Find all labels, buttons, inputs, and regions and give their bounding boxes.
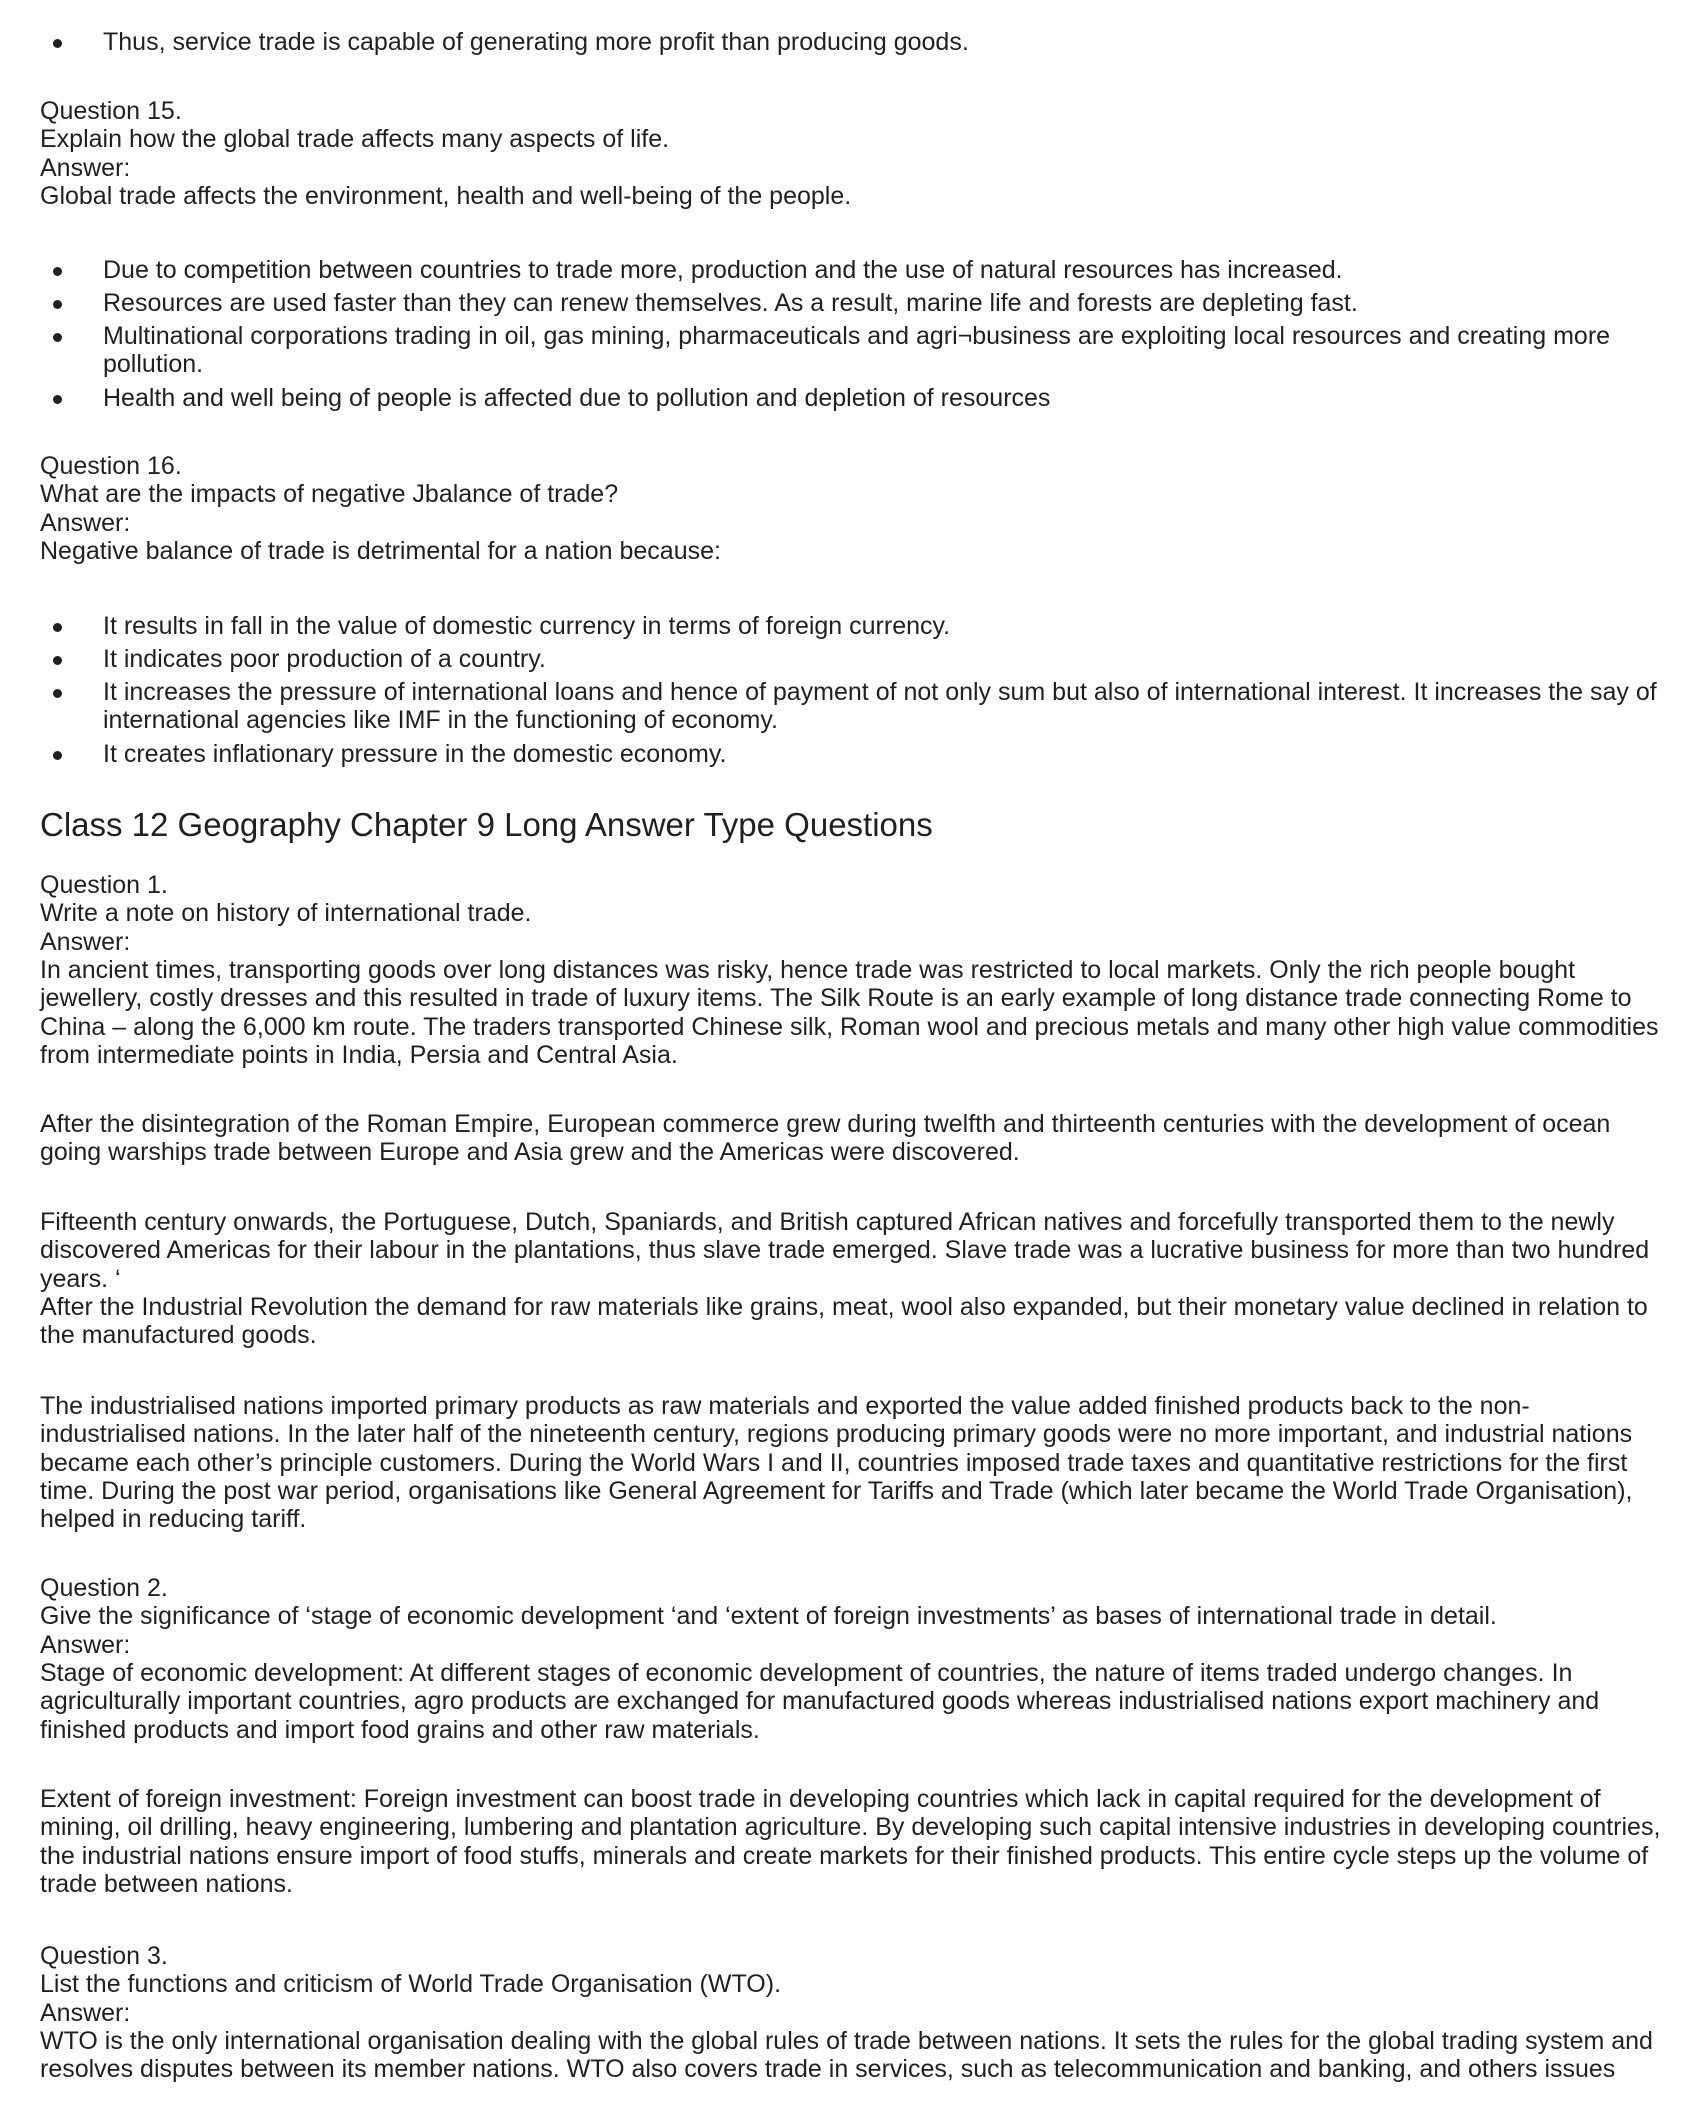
list-item: Due to competition between countries to trade more, production and the use of natural resources has increased. [40,256,1670,284]
bullet-icon [53,39,62,48]
bullet-icon [53,623,62,632]
answer-paragraph: After the Industrial Revolution the demand for raw materials like grains, meat, wool also expanded, but their monetary value declined in relation to the manufactured goods. [40,1293,1648,1350]
long-question-3-block [40,1942,1670,2027]
answer-paragraph: Fifteenth century onwards, the Portuguese, Dutch, Spaniards, and British captured African natives and forcefully transported them to the newly discovered Americas for their labour in the plantations, thus slave trade emerged. Slave trade was a lucrative business for more than two hundred years. ‘ [40,1208,1650,1293]
answer-intro: Negative balance of trade is detrimental for a nation because: [40,536,721,565]
bullet-icon [53,689,62,698]
list-item: Multinational corporations trading in oil, gas mining, pharmaceuticals and agri¬business are exploiting local resources and creating more pollution. [40,322,1670,379]
answer-label: Answer: [40,153,131,182]
answer-paragraph: After the disintegration of the Roman Empire, European commerce grew during twelfth and thirteenth centuries with the development of ocean going warships trade between Europe and Asia grew and the Americas were discovered. [40,1110,1611,1167]
bullet-icon [53,395,62,404]
list-item: It creates inflationary pressure in the domestic economy. [40,740,1670,768]
list-item: It indicates poor production of a country. [40,645,1670,673]
question-number: Question 16. [40,452,182,480]
long-question-2-block [40,1574,1670,1659]
answer-paragraph: WTO is the only international organisation dealing with the global rules of trade between nations. It sets the rules for the global trading system and resolves disputes between its member nations. WTO also covers trade in services, such as telecommunication and banking, and others issues [40,2027,1653,2084]
bullet-icon [53,751,62,760]
question-prompt: Explain how the global trade affects many aspects of life. [40,125,670,154]
question-15-bullets [40,256,1670,417]
question-number: Question 2. [40,1574,168,1602]
question-number: Question 1. [40,871,168,899]
bullet-icon [53,333,62,342]
section-heading: Class 12 Geography Chapter 9 Long Answer Type Questions [40,806,933,843]
answer-paragraph: Stage of economic development: At different stages of economic development of countries, the nature of items traded undergo changes. In agriculturally important countries, agro products are exchanged for manufactured goods whereas industrialised nations export machinery and finished products and import food grains and other raw materials. [40,1659,1600,1744]
answer-label: Answer: [40,1998,131,2027]
question-prompt: List the functions and criticism of World Trade Organisation (WTO). [40,1970,782,1999]
question-15-block [40,97,1670,210]
question-number: Question 3. [40,1942,168,1970]
list-item: It increases the pressure of international loans and hence of payment of not only sum but also of international interest. It increases the say of international agencies like IMF in the functioning of economy. [40,678,1670,735]
list-item: It results in fall in the value of domestic currency in terms of foreign currency. [40,612,1670,640]
question-prompt: Write a note on history of international trade. [40,899,532,928]
answer-paragraph: In ancient times, transporting goods over long distances was risky, hence trade was restricted to local markets. Only the rich people bought jewellery, costly dresses and this resulted in trade of luxury items. The Silk Route is an early example of long distance trade connecting Rome to China – along the 6,000 km route. The traders transported Chinese silk, Roman wool and precious metals and many other high value commodities from intermediate points in India, Persia and Central Asia. [40,956,1659,1069]
answer-label: Answer: [40,1630,131,1659]
question-prompt: What are the impacts of negative Jbalance of trade? [40,480,619,509]
answer-label: Answer: [40,927,131,956]
bullet-icon [53,656,62,665]
list-item: Thus, service trade is capable of generating more profit than producing goods. [40,28,1670,56]
long-question-1-block [40,871,1670,956]
list-item: Resources are used faster than they can renew themselves. As a result, marine life and forests are depleting fast. [40,289,1670,317]
answer-intro: Global trade affects the environment, health and well-being of the people. [40,181,852,210]
list-item: Health and well being of people is affected due to pollution and depletion of resources [40,384,1670,412]
question-number: Question 15. [40,97,182,125]
top-bullet-list [40,28,1670,61]
answer-label: Answer: [40,508,131,537]
question-16-bullets [40,612,1670,773]
question-prompt: Give the significance of ‘stage of economic development ‘and ‘extent of foreign investments’ as bases of international trade in detail. [40,1602,1497,1631]
answer-paragraph: The industrialised nations imported primary products as raw materials and exported the value added finished products back to the non-industrialised nations. In the later half of the nineteenth century, regions producing primary goods were no more important, and industrial nations became each other’s principle customers. During the World Wars I and II, countries imposed trade taxes and quantitative restrictions for the first time. During the post war period, organisations like General Agreement for Tariffs and Trade (which later became the World Trade Organisation), helped in reducing tariff. [40,1392,1633,1534]
bullet-icon [53,267,62,276]
question-16-block [40,452,1670,565]
bullet-icon [53,300,62,309]
answer-paragraph: Extent of foreign investment: Foreign investment can boost trade in developing countries which lack in capital required for the development of mining, oil drilling, heavy engineering, lumbering and plantation agriculture. By developing such capital intensive industries in developing countries, the industrial nations ensure import of food stuffs, minerals and create markets for their finished products. This entire cycle steps up the volume of trade between nations. [40,1785,1661,1898]
